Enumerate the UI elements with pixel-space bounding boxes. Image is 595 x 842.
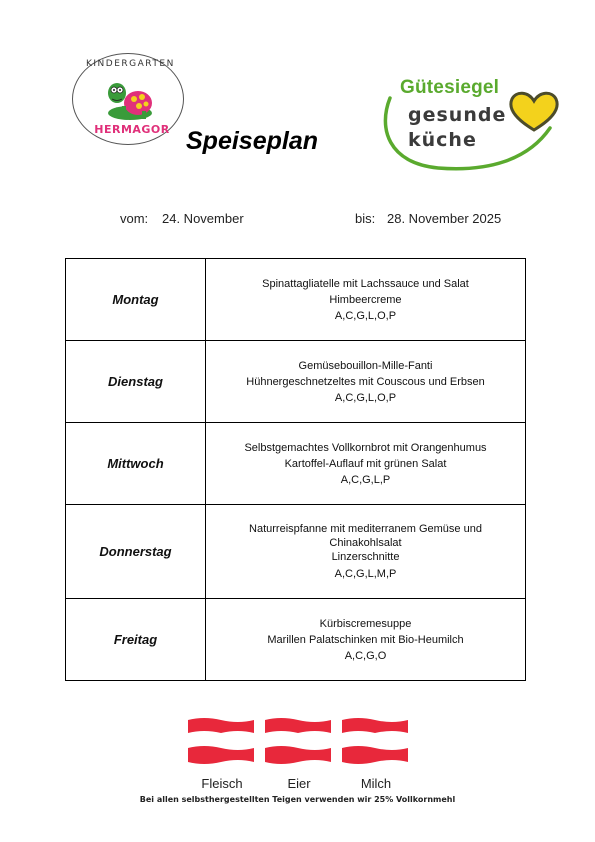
table-row (66, 259, 526, 341)
kueche-text: küche (408, 129, 477, 151)
flag-label-fleisch: Fleisch (201, 776, 243, 791)
meal-line: Selbstgemachtes Vollkornbrot mit Orangenhumus (244, 441, 487, 454)
date-from-value: 24. November (162, 211, 244, 226)
allergen-codes: A,C,G,O (344, 649, 387, 662)
kindergarten-logo (72, 53, 184, 145)
meal-line: Chinakohlsalat (329, 537, 402, 549)
allergen-codes: A,C,G,L,M,P (334, 568, 397, 580)
day-label: Dienstag (66, 341, 206, 423)
table-row (66, 341, 526, 423)
date-from-label: vom: (120, 211, 149, 226)
kindergarten-logo-bottom-text: HERMAGOR (94, 123, 170, 136)
heart-icon (506, 88, 562, 134)
meal-cell (206, 341, 526, 423)
meal-line: Kartoffel-Auflauf mit grünen Salat (284, 457, 447, 470)
meal-line: Marillen Palatschinken mit Bio-Heumilch (267, 633, 464, 646)
table-row (66, 423, 526, 505)
kindergarten-logo-top-text: KINDERGARTEN (86, 59, 175, 69)
date-to-label: bis: (355, 211, 376, 226)
meal-cell (206, 423, 526, 505)
date-to-value: 28. November 2025 (387, 211, 502, 226)
meal-line: Kürbiscremesuppe (319, 617, 412, 630)
table-row (66, 505, 526, 599)
meal-cell (206, 505, 526, 599)
footer-note: Bei allen selbsthergestellten Teigen verwenden wir 25% Vollkornmehl (139, 795, 456, 804)
page-title: Speiseplan (186, 127, 318, 155)
allergen-codes: A,C,G,L,O,P (334, 391, 397, 404)
day-label: Montag (66, 259, 206, 341)
day-label: Mittwoch (66, 423, 206, 505)
gesunde-text: gesunde (408, 104, 507, 126)
meal-line: Himbeercreme (329, 293, 402, 306)
allergen-codes: A,C,G,L,P (340, 473, 391, 486)
meal-cell (206, 599, 526, 681)
meal-cell (206, 259, 526, 341)
day-label: Freitag (66, 599, 206, 681)
meal-line: Naturreispfanne mit mediterranem Gemüse und (249, 523, 482, 535)
meal-line: Linzerschnitte (331, 551, 400, 563)
guetesiegel-logo (378, 68, 562, 178)
meal-line: Gemüsebouillon-Mille-Fanti (298, 359, 433, 372)
guetesiegel-text: Gütesiegel (400, 77, 500, 98)
austria-flag-icon (188, 716, 254, 766)
flag-label-eier: Eier (287, 776, 311, 791)
menu-table (65, 258, 526, 681)
meal-line: Spinattagliatelle mit Lachssauce und Salat (262, 277, 469, 290)
table-row (66, 599, 526, 681)
day-label: Donnerstag (66, 505, 206, 599)
flag-label-milch: Milch (360, 776, 392, 791)
austria-flag-icon (265, 716, 331, 766)
allergen-codes: A,C,G,L,O,P (334, 309, 397, 322)
meal-line: Hühnergeschnetzeltes mit Couscous und Erbsen (246, 375, 485, 388)
austria-flag-icon (342, 716, 408, 766)
